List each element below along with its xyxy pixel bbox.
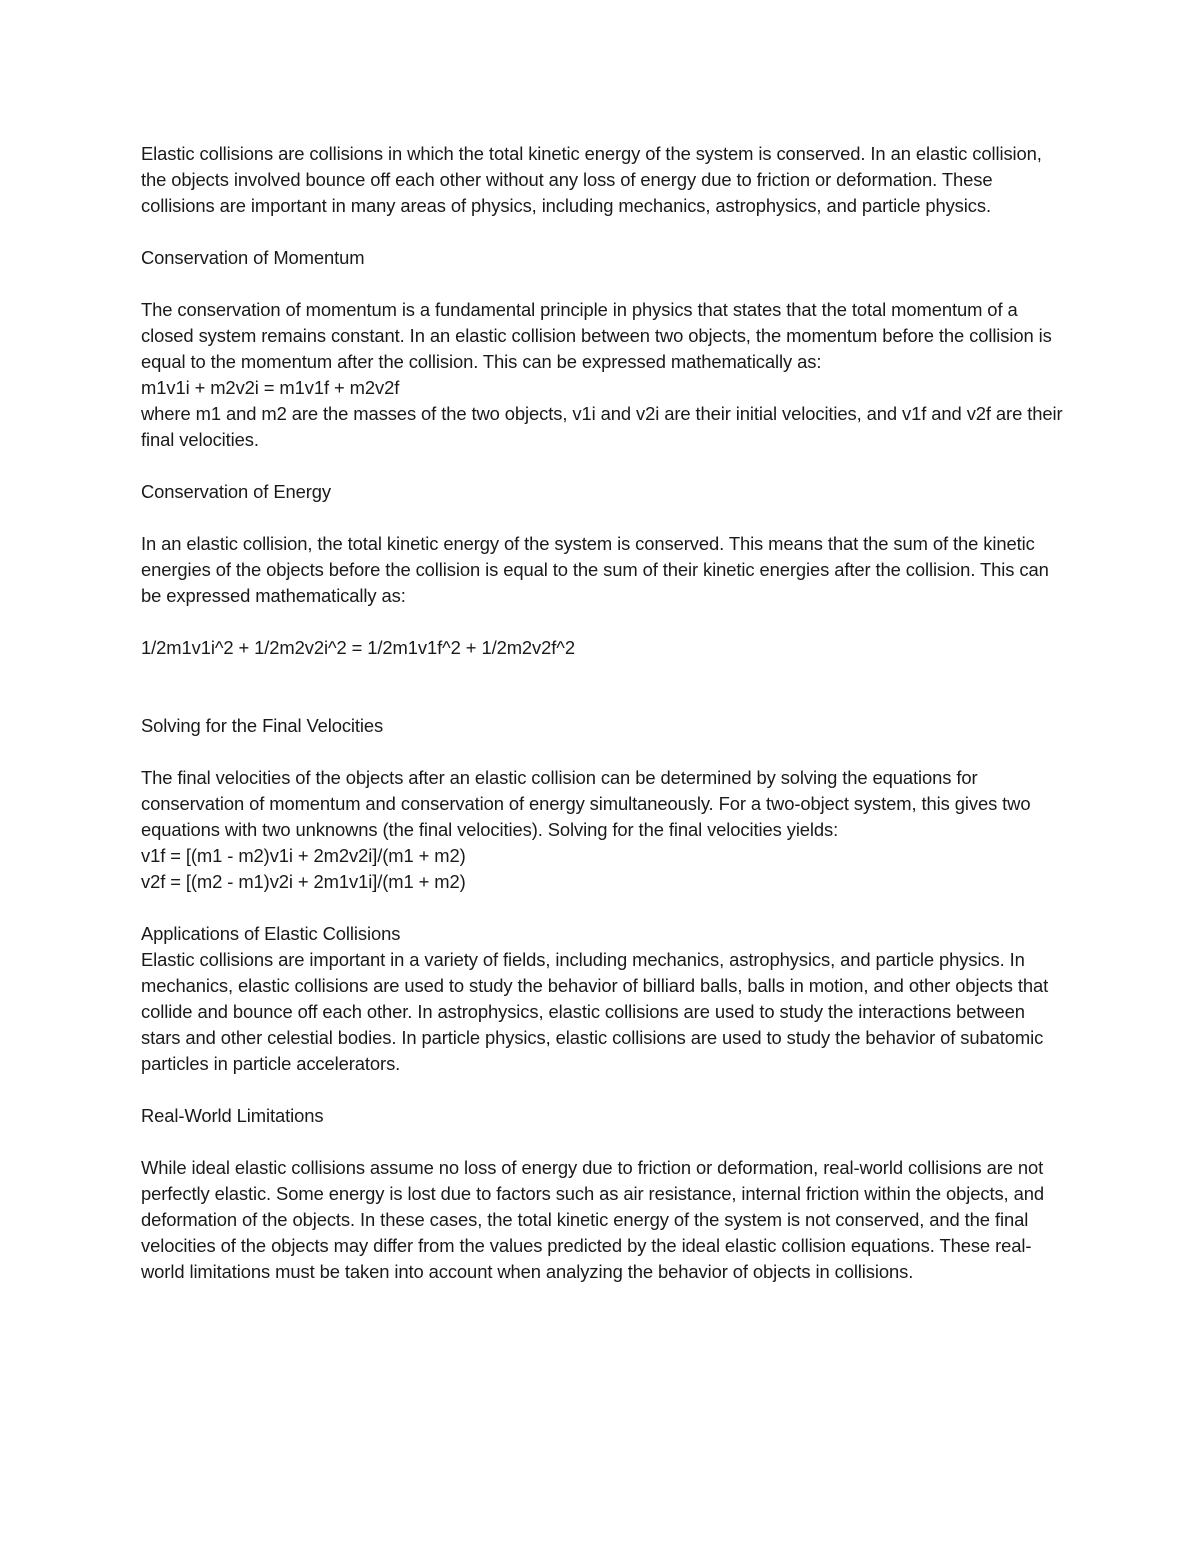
applications-section [141, 921, 1066, 1077]
momentum-paragraph: The conservation of momentum is a fundamental principle in physics that states that the total momentum of a closed system remains constant. In an elastic collision between two objects, the momentum before the collision is equal to the momentum after the collision. This can be expressed mathematically as: [141, 299, 1052, 372]
momentum-equation: m1v1i + m2v2i = m1v1f + m2v2f [141, 377, 400, 398]
applications-paragraph: Elastic collisions are important in a variety of fields, including mechanics, astrophysics, and particle physics. In mechanics, elastic collisions are used to study the behavior of billiard balls, balls in motion, and other objects that collide and bounce off each other. In astrophysics, elastic collisions are used to study the interactions between stars and other celestial bodies. In particle physics, elastic collisions are used to study the behavior of subatomic particles in particle accelerators. [141, 949, 1049, 1074]
momentum-explanation: where m1 and m2 are the masses of the two objects, v1i and v2i are their initial velocities, and v1f and v2f are their final velocities. [141, 403, 1063, 450]
final-velocities-section [141, 765, 1066, 895]
final-velocity-equation-2: v2f = [(m2 - m1)v2i + 2m1v1i]/(m1 + m2) [141, 871, 466, 892]
final-velocities-paragraph: The final velocities of the objects after an elastic collision can be determined by solving the equations for conservation of momentum and conservation of energy simultaneously. For a two-object system, this gives two equations with two unknowns (the final velocities). Solving for the final velocities yields: [141, 767, 1031, 840]
applications-heading: Applications of Elastic Collisions [141, 923, 401, 944]
energy-heading: Conservation of Energy [141, 481, 331, 502]
momentum-heading: Conservation of Momentum [141, 247, 365, 268]
energy-equation: 1/2m1v1i^2 + 1/2m2v2i^2 = 1/2m1v1f^2 + 1/2m2v2f^2 [141, 637, 575, 658]
intro-paragraph: Elastic collisions are collisions in which the total kinetic energy of the system is conserved. In an elastic collision, the objects involved bounce off each other without any loss of energy due to friction or deformation. These collisions are important in many areas of physics, including mechanics, astrophysics, and particle physics. [141, 143, 1042, 216]
final-velocities-heading: Solving for the Final Velocities [141, 715, 384, 736]
limitations-paragraph: While ideal elastic collisions assume no loss of energy due to friction or deformation, real-world collisions are not perfectly elastic. Some energy is lost due to factors such as air resistance, internal friction within the objects, and deformation of the objects. In these cases, the total kinetic energy of the system is not conserved, and the final velocities of the objects may differ from the values predicted by the ideal elastic collision equations. These real-world limitations must be taken into account when analyzing the behavior of objects in collisions. [141, 1157, 1044, 1282]
document-body [141, 141, 1066, 1285]
limitations-heading: Real-World Limitations [141, 1105, 324, 1126]
final-velocity-equation-1: v1f = [(m1 - m2)v1i + 2m2v2i]/(m1 + m2) [141, 845, 466, 866]
energy-paragraph: In an elastic collision, the total kinetic energy of the system is conserved. This means that the sum of the kinetic energies of the objects before the collision is equal to the sum of their kinetic energies after the collision. This can be expressed mathematically as: [141, 533, 1049, 606]
momentum-section [141, 297, 1066, 453]
